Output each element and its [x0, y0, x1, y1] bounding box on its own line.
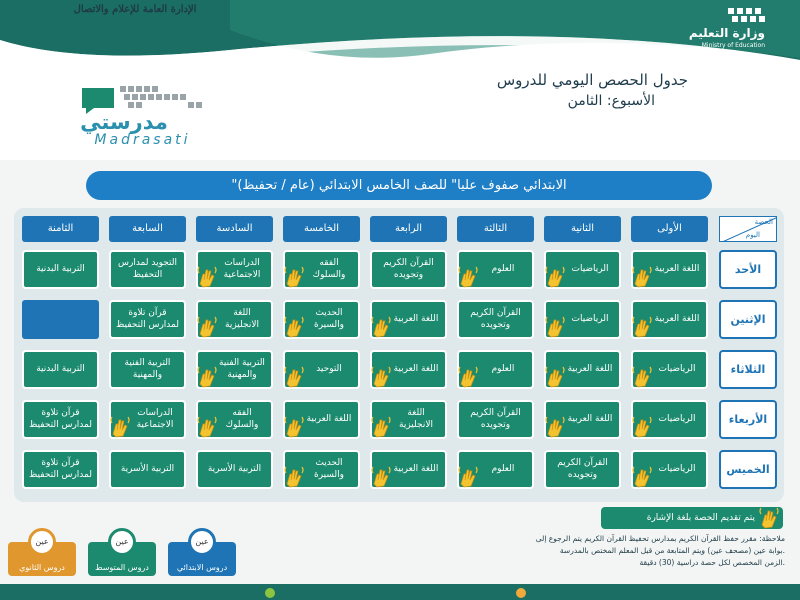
sign-language-hand-icon [371, 466, 391, 488]
lesson-subject: قرآن تلاوة لمدارس التحفيظ [29, 408, 92, 430]
lesson-cell [283, 250, 360, 289]
week-label: الأسبوع: الثامن [567, 93, 655, 109]
lesson-subject: اللغة العربية [654, 263, 700, 274]
lesson-cell [370, 250, 447, 289]
page-title: جدول الحصص اليومي للدروس [496, 71, 688, 89]
footer-social-icon [265, 588, 275, 598]
page-header [0, 0, 800, 160]
lesson-subject: القرآن الكريم وتجويده [470, 408, 521, 430]
sign-language-hand-icon [458, 466, 478, 488]
lesson-cell [22, 450, 99, 489]
lesson-cell [457, 400, 534, 439]
day-label: الثلاثاء [719, 350, 777, 389]
lesson-cell [370, 300, 447, 339]
lesson-cell [109, 250, 186, 289]
channel-label: دروس المتوسط [95, 563, 149, 572]
sign-language-hand-icon [197, 266, 217, 288]
lesson-subject: اللغة الانجليزية [225, 308, 259, 330]
lesson-subject: الحديث والسيرة [313, 308, 344, 330]
lesson-subject: اللغة العربية [567, 363, 613, 374]
lesson-subject: التربية الأسرية [207, 463, 262, 474]
schedule-corner [719, 216, 777, 242]
lesson-cell [544, 350, 621, 389]
ministry-name: وزارة التعليم [688, 26, 765, 40]
lesson-subject: الرياضيات [658, 463, 696, 474]
lesson-cell [631, 250, 708, 289]
lesson-cell [196, 400, 273, 439]
channel-label: دروس الابتدائي [176, 563, 228, 572]
note-line: ملاحظة: مقرر حفظ القرآن الكريم بمدارس تحفيظ القرآن الكريم يتم الرجوع إلى [535, 534, 785, 543]
sign-language-hand-icon [371, 416, 391, 438]
sign-language-hand-icon [458, 366, 478, 388]
sign-language-hand-icon [759, 507, 779, 529]
sign-language-hand-icon [371, 316, 391, 338]
lesson-subject: اللغة العربية [567, 413, 613, 424]
lesson-cell [196, 350, 273, 389]
period-header: الثانية [544, 216, 621, 242]
sign-language-hand-icon [197, 316, 217, 338]
lesson-cell [631, 400, 708, 439]
lesson-subject: الدراسات الاجتماعية [223, 258, 261, 280]
lesson-cell [544, 250, 621, 289]
lesson-subject: التربية الأسرية [120, 463, 175, 474]
lesson-subject: اللغة العربية [393, 463, 439, 474]
empty-slot [22, 300, 99, 339]
lesson-subject: الدراسات الاجتماعية [136, 408, 174, 430]
notes [445, 533, 785, 569]
department-name: الإدارة العامة للإعلام والاتصال [73, 4, 197, 15]
sign-language-hand-icon [458, 266, 478, 288]
channel-primary-button[interactable] [168, 537, 236, 576]
lesson-subject: اللغة العربية [306, 413, 352, 424]
lesson-subject: الحديث والسيرة [313, 458, 344, 480]
lesson-subject: اللغة الانجليزية [399, 408, 433, 430]
lesson-subject: القرآن الكريم وتجويده [383, 258, 434, 280]
day-label: الأحد [719, 250, 777, 289]
ministry-name-en: Ministry of Education [701, 42, 765, 49]
lesson-cell [196, 450, 273, 489]
lesson-cell [109, 300, 186, 339]
sign-language-hand-icon [632, 266, 652, 288]
sign-language-hand-icon [197, 416, 217, 438]
lesson-subject: العلوم [491, 263, 515, 274]
period-header: الثالثة [457, 216, 534, 242]
lesson-cell [544, 400, 621, 439]
lesson-cell [544, 450, 621, 489]
lesson-subject: الفقه والسلوك [312, 258, 346, 280]
lesson-subject: الرياضيات [658, 413, 696, 424]
lesson-subject: قرآن تلاوة لمدارس التحفيظ [29, 458, 92, 480]
sign-language-hand-icon [545, 266, 565, 288]
lesson-cell [457, 450, 534, 489]
sign-language-hand-icon [284, 316, 304, 338]
lesson-subject: العلوم [491, 363, 515, 374]
period-header: الرابعة [370, 216, 447, 242]
sign-language-legend-label: يتم تقديم الحصة بلغة الإشارة [646, 513, 755, 523]
lesson-subject: قرآن تلاوة لمدارس التحفيظ [116, 308, 179, 330]
sign-language-hand-icon [284, 366, 304, 388]
sign-language-hand-icon [632, 366, 652, 388]
day-label: الخميس [719, 450, 777, 489]
sign-language-hand-icon [371, 366, 391, 388]
lesson-cell [109, 450, 186, 489]
lesson-cell [631, 300, 708, 339]
lesson-subject: التجويد لمدارس التحفيظ [117, 258, 177, 280]
lesson-cell [109, 350, 186, 389]
day-label: الأربعاء [719, 400, 777, 439]
lesson-subject: التربية البدنية [36, 263, 85, 274]
lesson-subject: القرآن الكريم وتجويده [557, 458, 608, 480]
lesson-subject: القرآن الكريم وتجويده [470, 308, 521, 330]
lesson-cell [457, 300, 534, 339]
lesson-subject: العلوم [491, 463, 515, 474]
lesson-cell [196, 250, 273, 289]
lesson-cell [22, 350, 99, 389]
brand-name: مدرستي [80, 110, 168, 134]
sign-language-hand-icon [632, 316, 652, 338]
channel-middle-button[interactable] [88, 537, 156, 576]
period-header: السادسة [196, 216, 273, 242]
page-footer [0, 584, 800, 600]
lesson-cell [283, 450, 360, 489]
lesson-subject: الرياضيات [571, 313, 609, 324]
lesson-subject: الفقه والسلوك [225, 408, 259, 430]
lesson-cell [544, 300, 621, 339]
footer-social-icon [516, 588, 526, 598]
ain-channel-logo: عين [28, 528, 56, 556]
lesson-cell [370, 350, 447, 389]
lesson-cell [370, 450, 447, 489]
channel-label: دروس الثانوي [19, 563, 65, 572]
lesson-subject: اللغة العربية [393, 313, 439, 324]
sign-language-hand-icon [284, 266, 304, 288]
lesson-cell [283, 400, 360, 439]
brand-name-en: Madrasati [94, 132, 191, 148]
lesson-cell [370, 400, 447, 439]
lesson-cell [22, 250, 99, 289]
lesson-cell [283, 300, 360, 339]
lesson-subject: اللغة العربية [393, 363, 439, 374]
sign-language-hand-icon [284, 466, 304, 488]
period-header: الأولى [631, 216, 708, 242]
lesson-subject: التوحيد [316, 363, 342, 374]
sign-language-hand-icon [284, 416, 304, 438]
lesson-cell [283, 350, 360, 389]
lesson-cell [109, 400, 186, 439]
sign-language-hand-icon [197, 366, 217, 388]
sign-language-hand-icon [632, 466, 652, 488]
lesson-cell [631, 450, 708, 489]
sign-language-hand-icon [545, 366, 565, 388]
lesson-subject: التربية الفنية والمهنية [219, 358, 265, 380]
sign-language-hand-icon [632, 416, 652, 438]
lesson-subject: الرياضيات [571, 263, 609, 274]
period-header: السابعة [109, 216, 186, 242]
corner-period-label: الحصة [754, 218, 773, 226]
period-header: الثامنة [22, 216, 99, 242]
lesson-subject: التربية البدنية [36, 363, 85, 374]
ain-channel-logo: عين [188, 528, 216, 556]
corner-day-label: اليوم [745, 231, 760, 240]
note-line: بوابة عين (مصحف عين) ويتم المتابعة من قبل المعلم المختص بالمدرسة. [559, 546, 785, 555]
lesson-subject: التربية الفنية والمهنية [124, 358, 171, 380]
day-label: الإثنين [719, 300, 777, 339]
lesson-cell [631, 350, 708, 389]
lesson-cell [457, 350, 534, 389]
sign-language-legend [601, 507, 783, 529]
lesson-cell [22, 400, 99, 439]
period-header: الخامسة [283, 216, 360, 242]
class-banner: "الابتدائي صفوف عليا" للصف الخامس الابتدائي (عام / تحفيظ) [86, 171, 712, 200]
lesson-subject: اللغة العربية [654, 313, 700, 324]
schedule-grid [14, 208, 784, 502]
sign-language-hand-icon [545, 316, 565, 338]
note-line: الزمن المخصص لكل حصة دراسية (30) دقيقة. [639, 558, 785, 567]
lesson-subject: الرياضيات [658, 363, 696, 374]
sign-language-hand-icon [545, 416, 565, 438]
lesson-cell [196, 300, 273, 339]
lesson-cell [457, 250, 534, 289]
ain-channel-logo: عين [108, 528, 136, 556]
channel-secondary-button[interactable] [8, 537, 76, 576]
sign-language-hand-icon [110, 416, 130, 438]
